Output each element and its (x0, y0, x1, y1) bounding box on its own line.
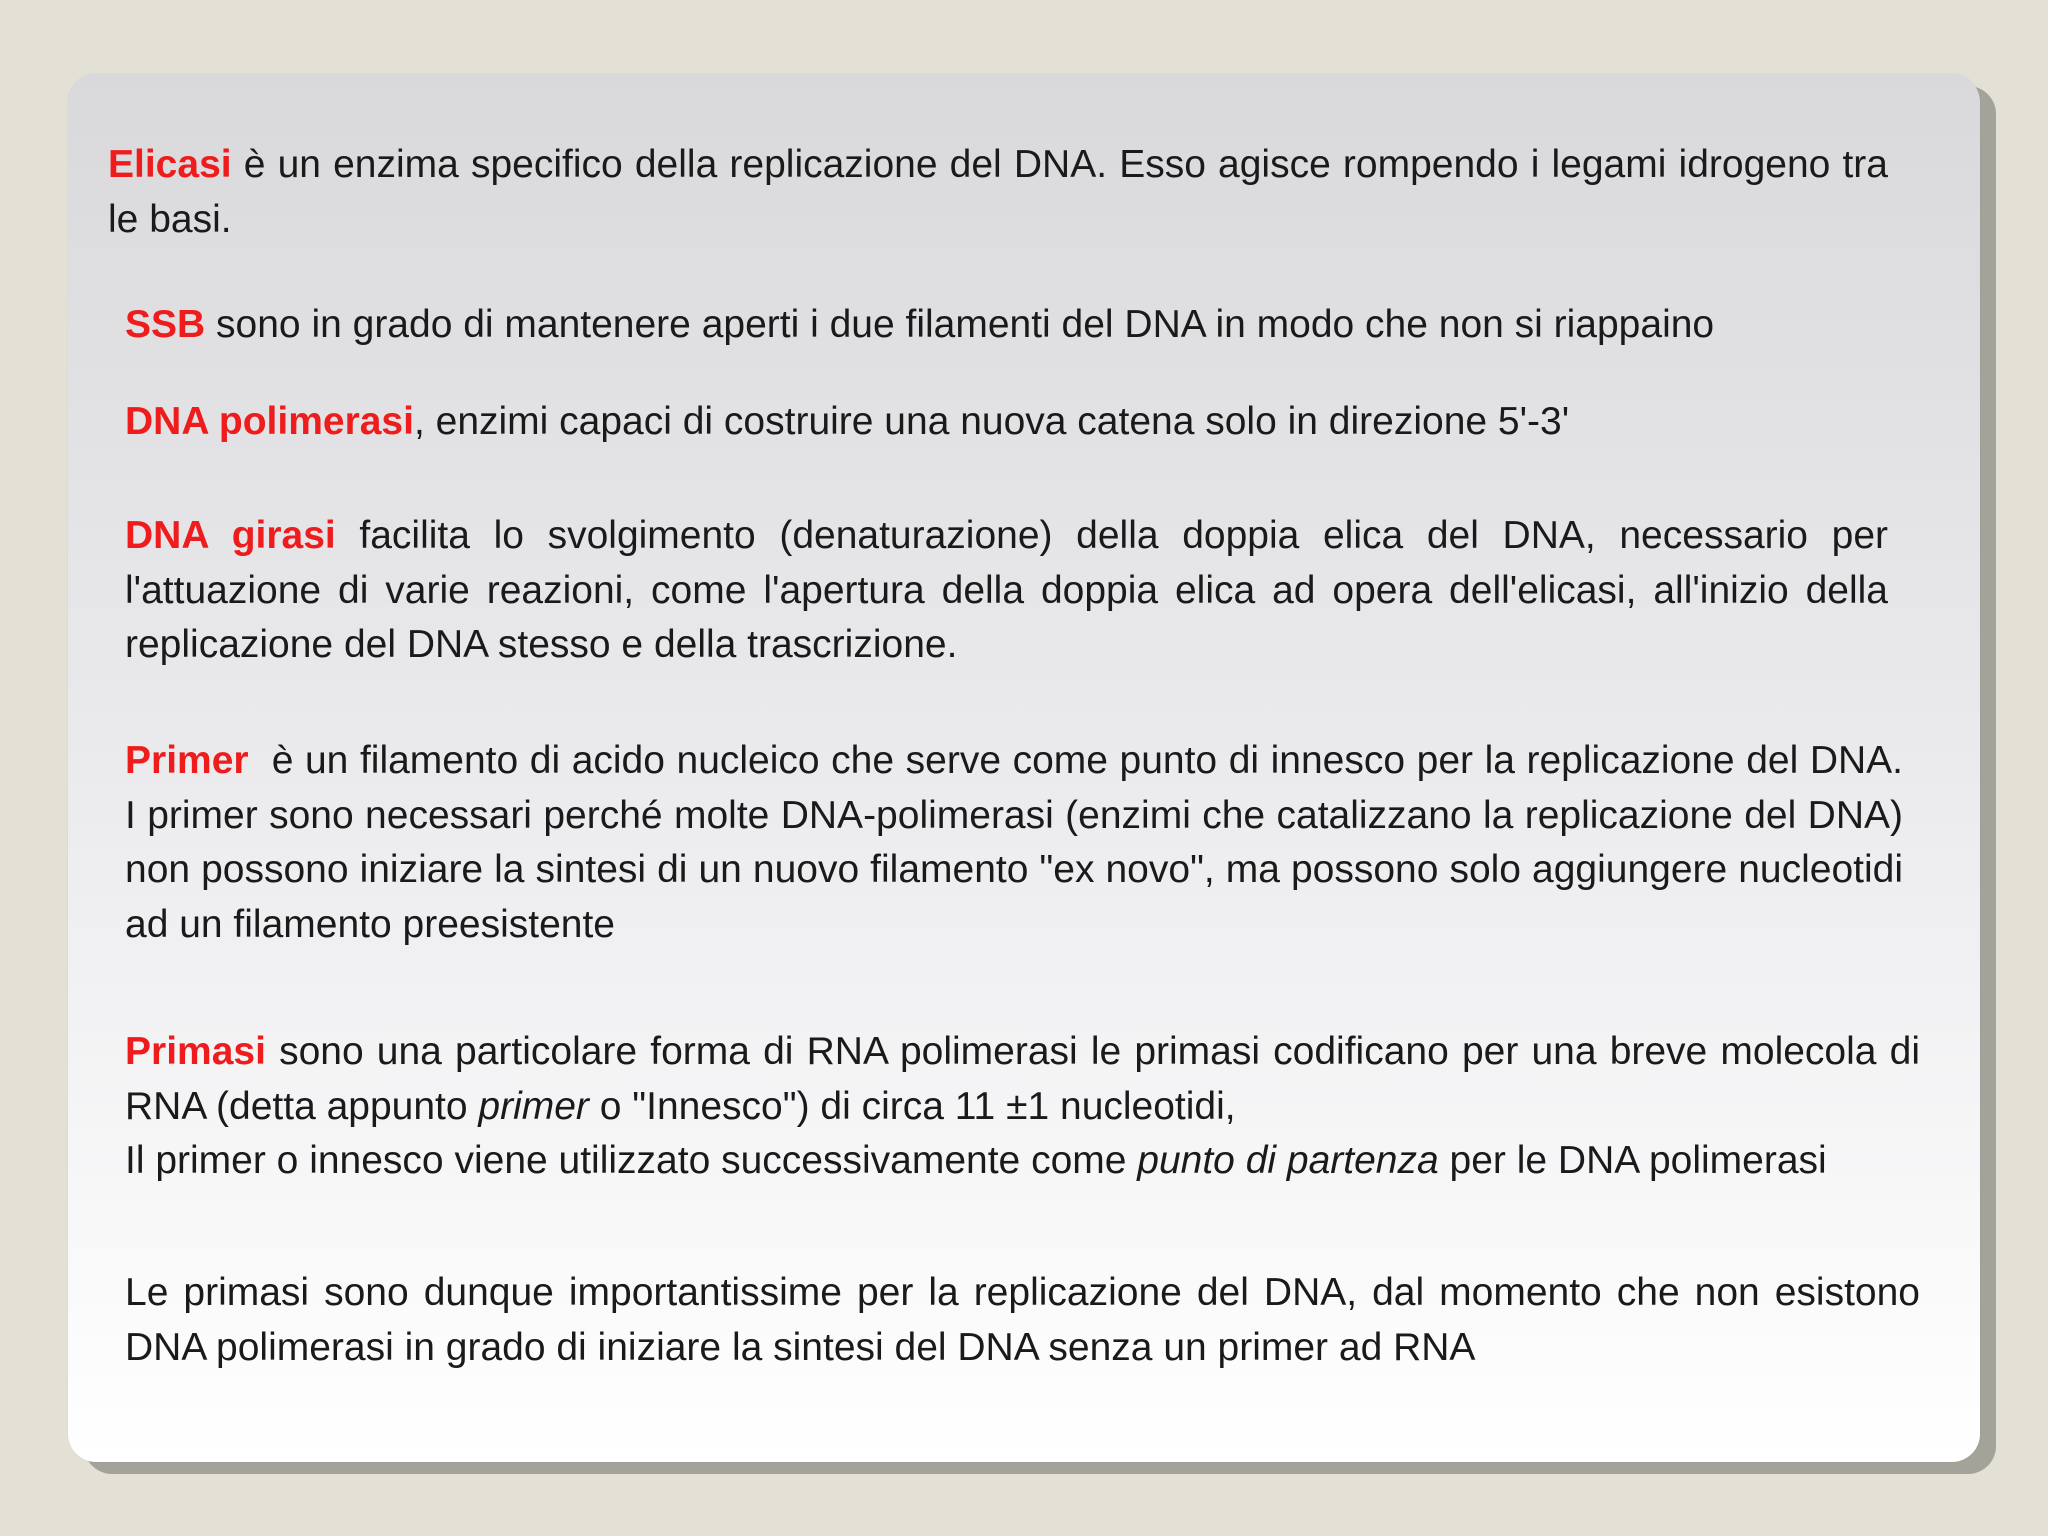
term-dna-girasi: DNA girasi (125, 514, 336, 557)
paragraph-dna-girasi (125, 509, 1888, 673)
text-primasi-3: Il primer o innesco viene utilizzato successivamente come (125, 1139, 1138, 1182)
term-primer: Primer (125, 739, 249, 782)
paragraph-dna-polimerasi (125, 395, 1925, 450)
term-elicasi: Elicasi (108, 143, 232, 186)
term-primasi: Primasi (125, 1030, 266, 1073)
italic-primer: primer (478, 1084, 589, 1128)
term-ssb: SSB (125, 303, 206, 346)
paragraph-ssb (125, 298, 1925, 353)
text-primasi-1: sono una particolare forma di RNA polimerasi le primasi codificano per una breve molecola di RNA (detta appunto (125, 1030, 1920, 1128)
text-conclusione: Le primasi sono dunque importantissime per la replicazione del DNA, dal momento che non esistono DNA polimerasi in grado di iniziare la sintesi del DNA senza un primer ad RNA (125, 1271, 1920, 1369)
text-ssb: sono in grado di mantenere aperti i due filamenti del DNA in modo che non si riappaino (205, 303, 1715, 346)
text-dna-girasi: facilita lo svolgimento (denaturazione) della doppia elica del DNA, necessario per l'attuazione di varie reazioni, come l'apertura della doppia elica ad opera dell'elicasi, all'inizio della replicazione del DNA stesso e della trascrizione. (125, 514, 1888, 666)
paragraph-conclusione (125, 1266, 1920, 1375)
text-primer: è un filamento di acido nucleico che serve come punto di innesco per la replicazione del DNA. I primer sono necessari perché molte DNA-polimerasi (enzimi che catalizzano la replicazione del DNA) non possono iniziare la sintesi di un nuovo filamento "ex novo", ma possono solo aggiungere nucleotidi ad un filamento preesistente (125, 739, 1914, 946)
text-primasi-2: o "Innesco") di circa 11 ±1 nucleotidi, (588, 1084, 1236, 1128)
paragraph-primer (125, 734, 1914, 952)
paragraph-elicasi (108, 138, 1888, 247)
paragraph-primasi (125, 1025, 1920, 1189)
term-dna-polimerasi: DNA polimerasi (125, 400, 414, 443)
text-dna-polimerasi: , enzimi capaci di costruire una nuova catena solo in direzione 5'-3' (413, 400, 1570, 443)
text-primasi-4: per le DNA polimerasi (1438, 1139, 1827, 1182)
text-elicasi: è un enzima specifico della replicazione del DNA. Esso agisce rompendo i legami idrogeno tra le basi. (108, 143, 1888, 241)
italic-punto-di-partenza: punto di partenza (1137, 1139, 1439, 1182)
